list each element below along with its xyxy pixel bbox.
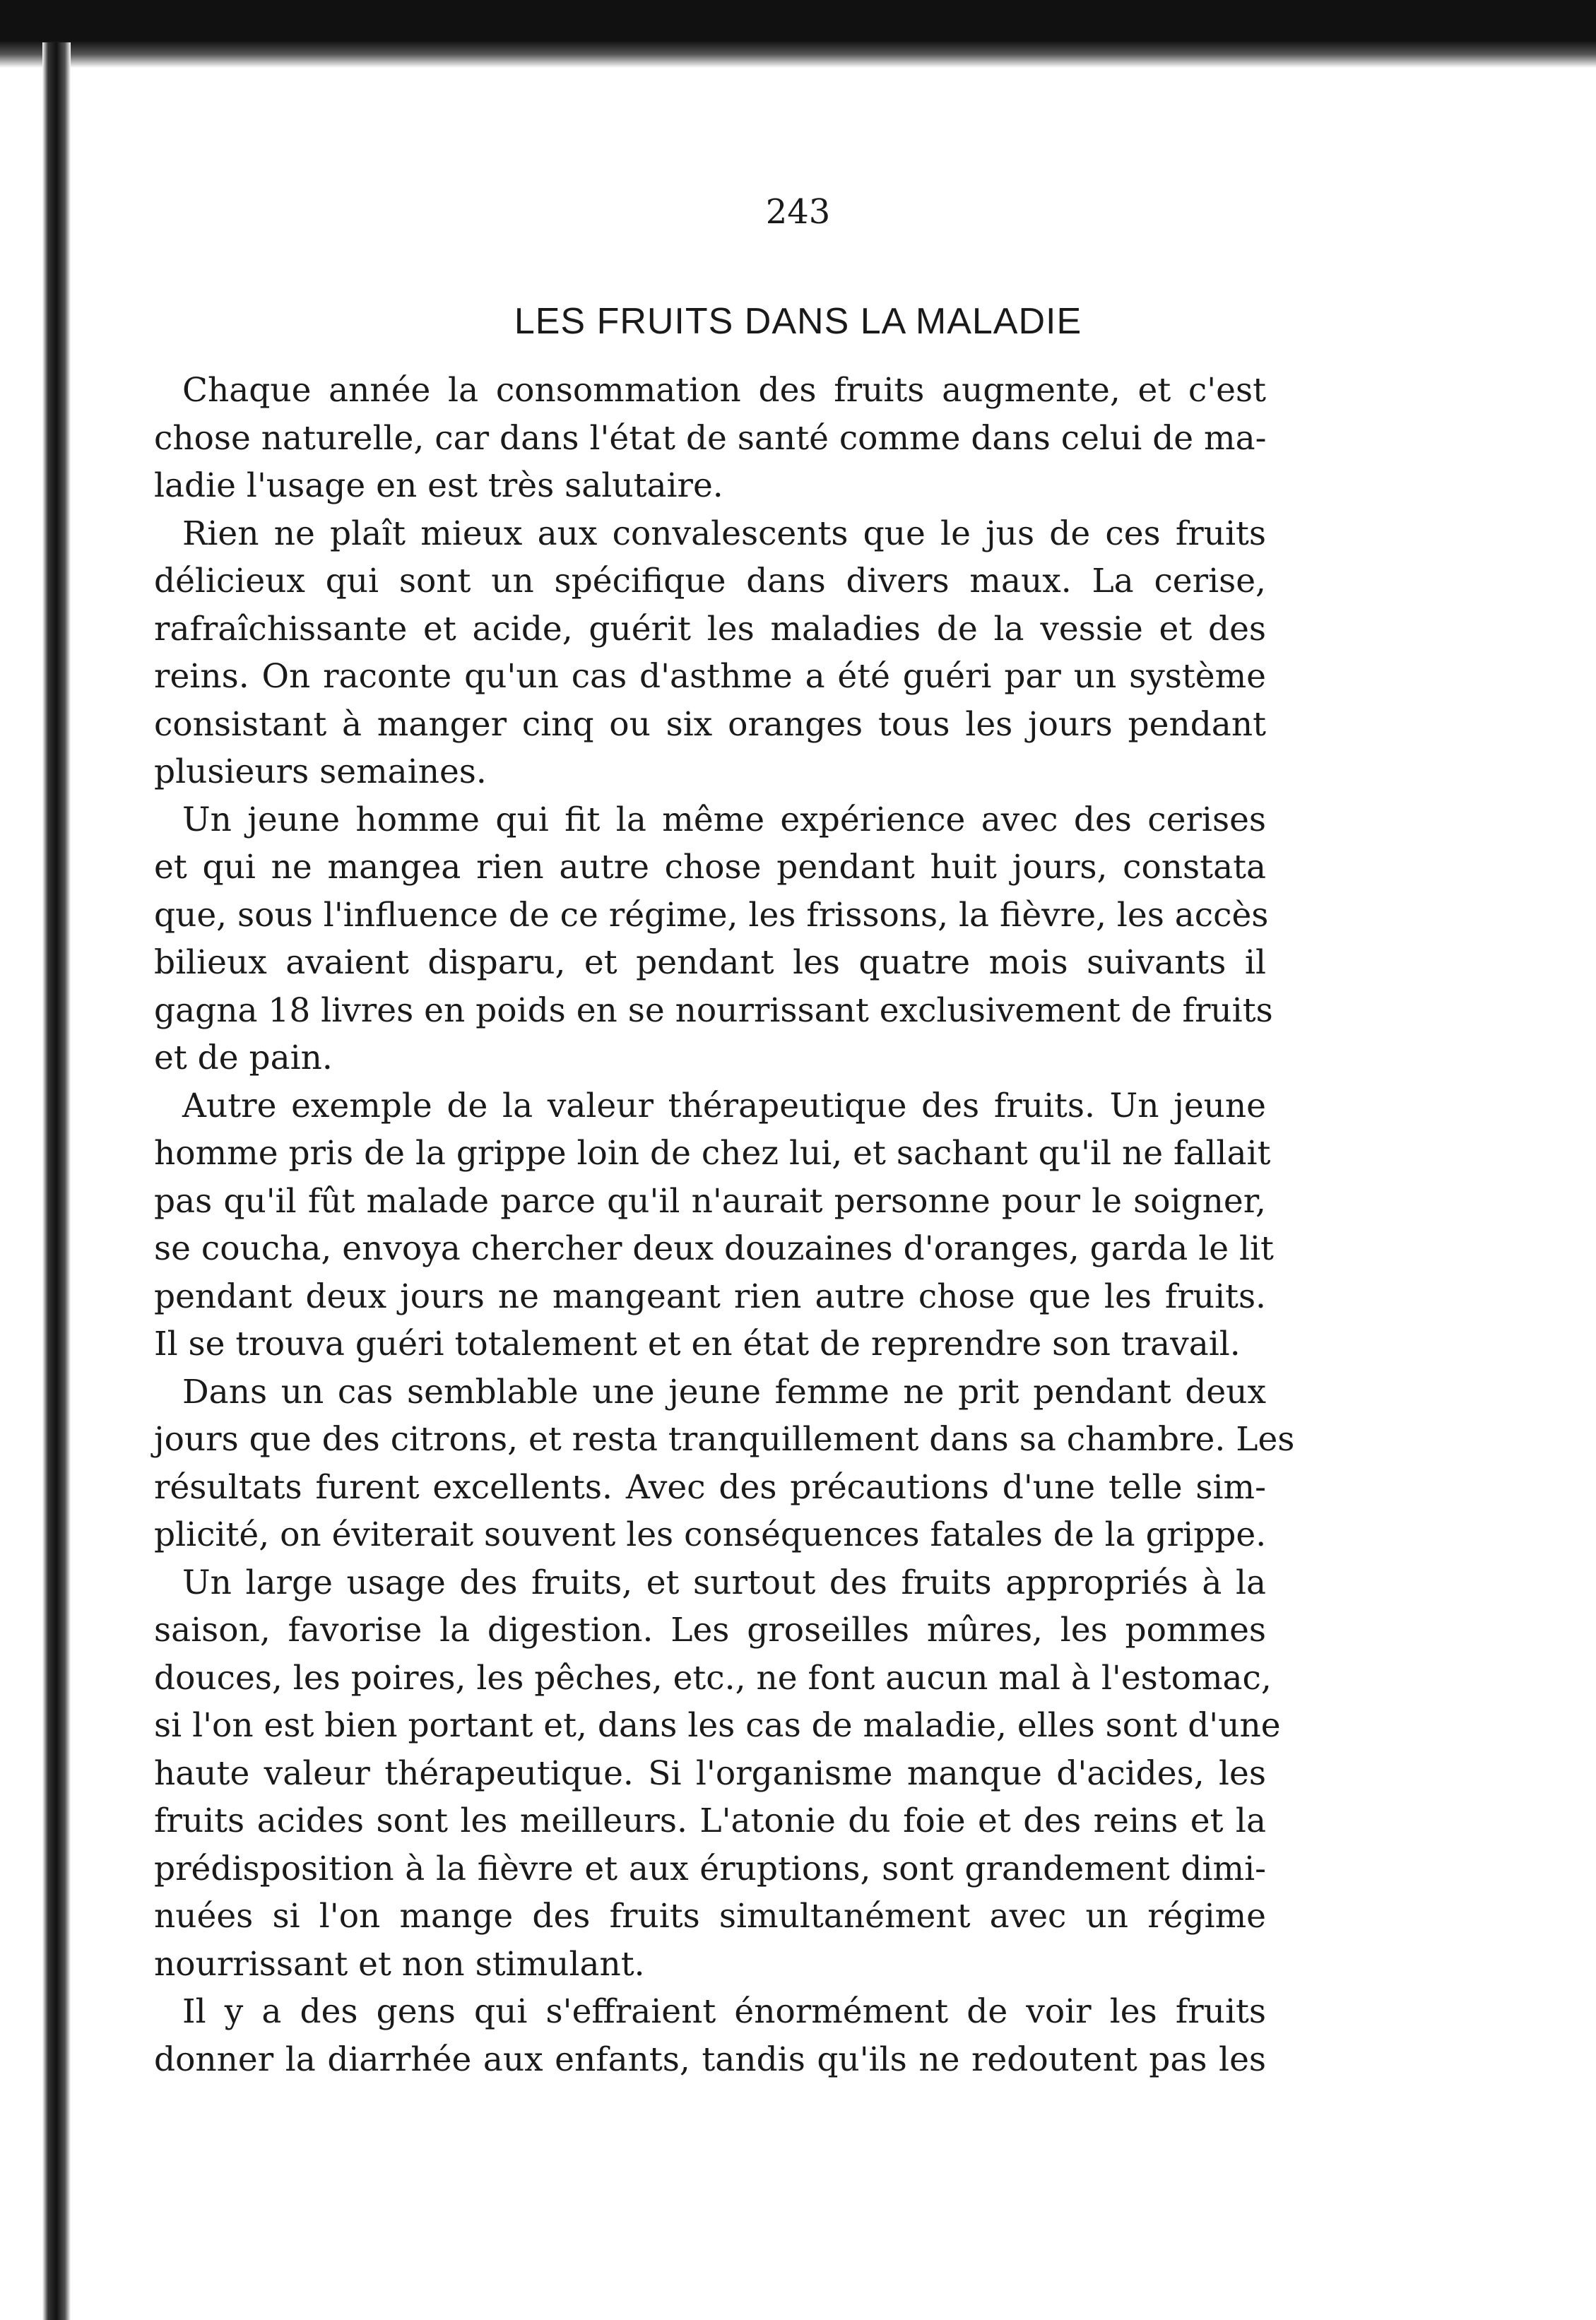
text-line: chose naturelle, car dans l'état de santé comme dans celui de ma-	[154, 418, 1267, 458]
page-number: 243	[765, 192, 831, 232]
text-line: homme pris de la grippe loin de chez lui, et sachant qu'il ne fallait	[154, 1134, 1271, 1173]
text-line: se coucha, envoya chercher deux douzaines d'oranges, garda le lit	[154, 1229, 1274, 1268]
text-line: gagna 18 livres en poids en se nourrissant exclusivement de fruits	[154, 990, 1273, 1030]
text-line: que, sous l'influence de ce régime, les frissons, la fièvre, les accès	[154, 895, 1269, 935]
text-line: résultats furent excellents. Avec des précautions d'une telle sim-	[154, 1467, 1266, 1507]
text-line: ladie l'usage en est très salutaire.	[154, 466, 723, 505]
top-border-rule	[0, 0, 1596, 68]
text-line: délicieux qui sont un spécifique dans divers maux. La cerise,	[154, 562, 1266, 600]
paragraph	[154, 796, 1273, 1082]
text-line: plicité, on éviterait souvent les conséquences fatales de la grippe.	[154, 1515, 1267, 1554]
text-line: consistant à manger cinq ou six oranges tous les jours pendant	[154, 704, 1266, 744]
paragraph	[154, 1988, 1266, 2083]
left-binding-rule	[42, 42, 71, 2320]
text-line: Il y a des gens qui s'effraient énormément de voir les fruits	[182, 1992, 1266, 2031]
text-line: et de pain.	[154, 1038, 333, 1077]
paragraph	[154, 510, 1266, 796]
text-line: nourrissant et non stimulant.	[154, 1944, 645, 1984]
text-line: prédisposition à la fièvre et aux éruptions, sont grandement dimi-	[154, 1849, 1266, 1888]
paragraph	[154, 1559, 1281, 1989]
paragraph	[154, 1368, 1295, 1559]
text-line: fruits acides sont les meilleurs. L'atonie du foie et des reins et la	[154, 1801, 1266, 1840]
text-line: Dans un cas semblable une jeune femme ne prit pendant deux	[182, 1372, 1266, 1411]
text-line: Il se trouva guéri totalement et en état de reprendre son travail.	[154, 1325, 1241, 1363]
text-line: saison, favorise la digestion. Les groseilles mûres, les pommes	[154, 1611, 1266, 1650]
text-line: rafraîchissante et acide, guérit les maladies de la vessie et des	[154, 609, 1266, 649]
text-line: pas qu'il fût malade parce qu'il n'aurait personne pour le soigner,	[154, 1181, 1266, 1221]
body-text	[154, 367, 1295, 2083]
text-line: Chaque année la consommation des fruits augmente, et c'est	[182, 371, 1266, 410]
text-line: et qui ne mangea rien autre chose pendant huit jours, constata	[154, 848, 1266, 887]
text-line: bilieux avaient disparu, et pendant les quatre mois suivants il	[154, 943, 1266, 982]
text-line: nuées si l'on mange des fruits simultanément avec un régime	[154, 1897, 1266, 1936]
text-line: donner la diarrhée aux enfants, tandis qu'ils ne redoutent pas les	[154, 2040, 1266, 2079]
text-line: haute valeur thérapeutique. Si l'organisme manque d'acides, les	[154, 1753, 1266, 1793]
text-line: Autre exemple de la valeur thérapeutique des fruits. Un jeune	[182, 1086, 1266, 1125]
text-line: Un large usage des fruits, et surtout des fruits appropriés à la	[182, 1563, 1266, 1602]
text-line: Un jeune homme qui fit la même expérience avec des cerises	[182, 800, 1266, 839]
text-line: pendant deux jours ne mangeant rien autre chose que les fruits.	[154, 1277, 1266, 1316]
text-line: reins. On raconte qu'un cas d'asthme a été guéri par un système	[154, 657, 1266, 696]
paragraph	[154, 1082, 1274, 1368]
text-line: jours que des citrons, et resta tranquillement dans sa chambre. Les	[154, 1420, 1295, 1459]
text-line: douces, les poires, les pêches, etc., ne font aucun mal à l'estomac,	[154, 1658, 1272, 1698]
text-line: plusieurs semaines.	[154, 752, 487, 791]
paragraph	[154, 367, 1266, 510]
page-title: LES FRUITS DANS LA MALADIE	[514, 301, 1082, 342]
text-line: si l'on est bien portant et, dans les cas de maladie, elles sont d'une	[154, 1706, 1281, 1745]
text-line: Rien ne plaît mieux aux convalescents que le jus de ces fruits	[182, 514, 1266, 553]
